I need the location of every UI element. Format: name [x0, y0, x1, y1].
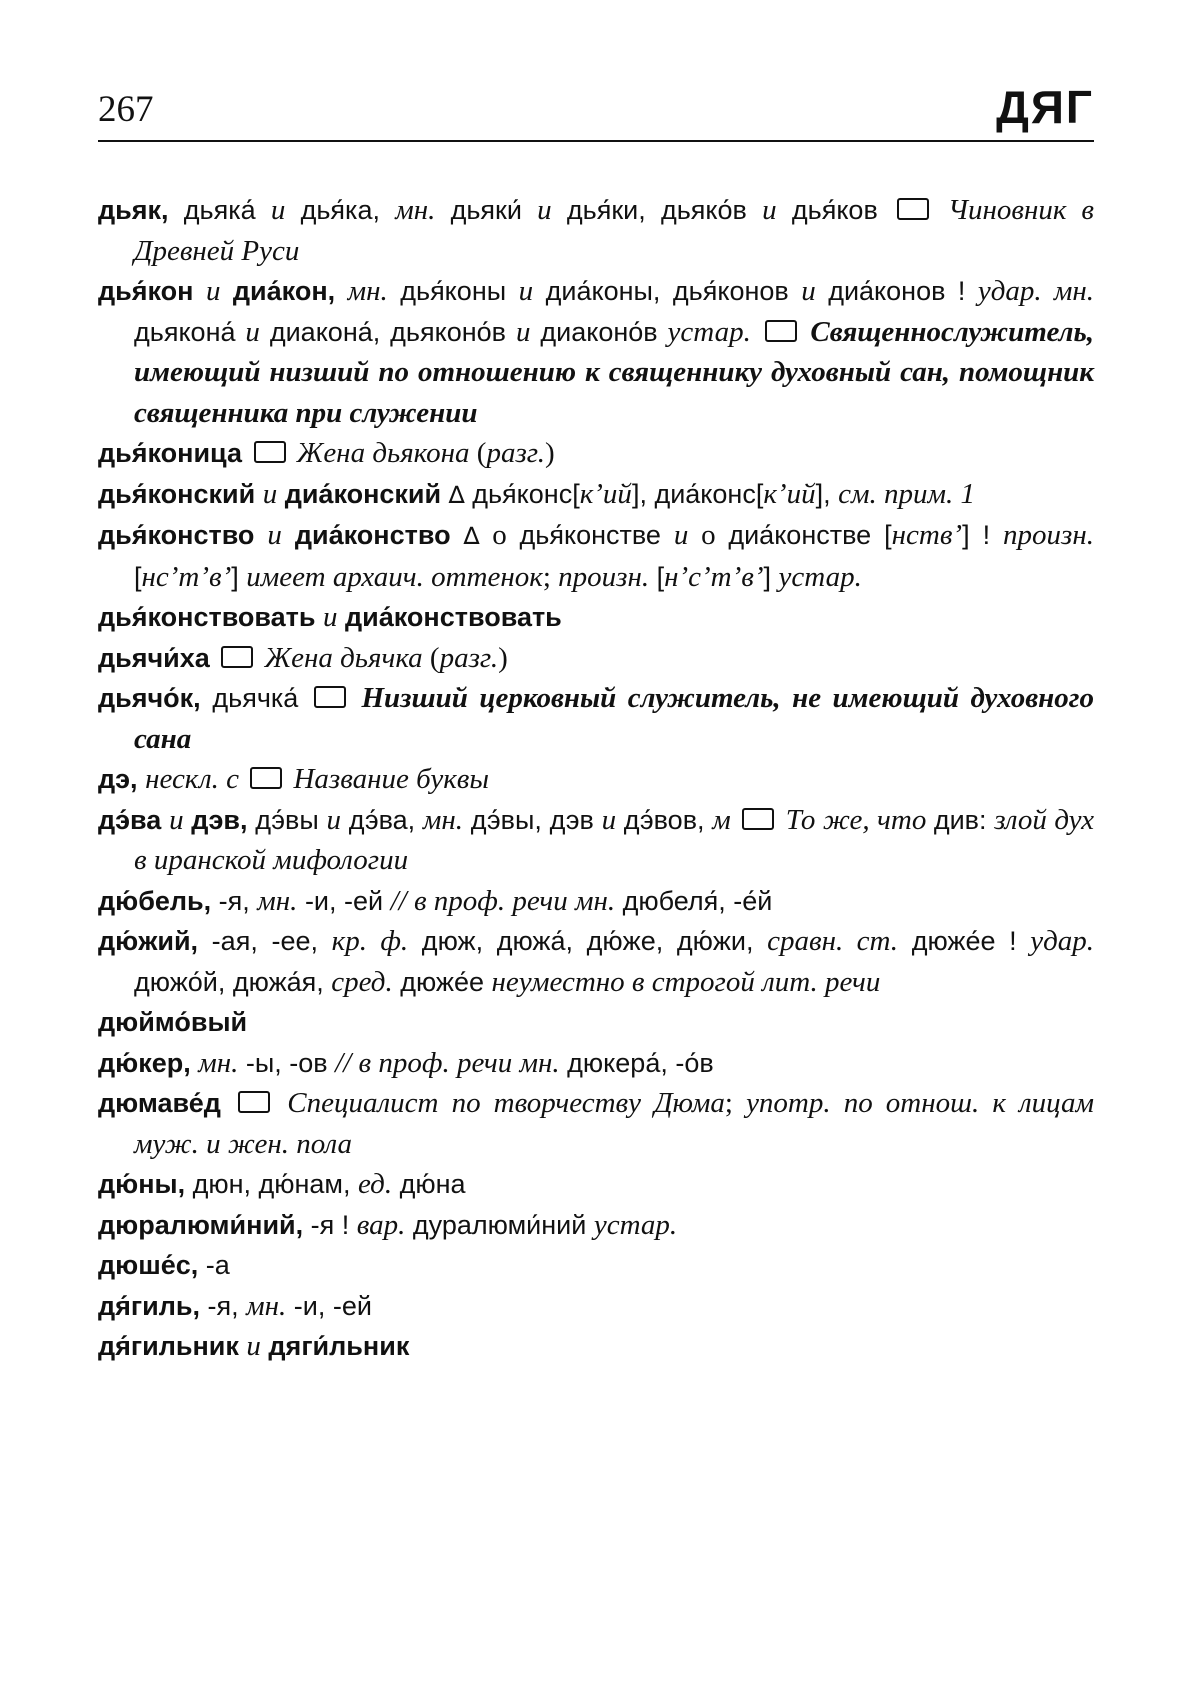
label-italic: произн. [558, 560, 650, 593]
entry-text: ; [542, 560, 559, 593]
dictionary-entry [98, 800, 1094, 881]
dictionary-entry [98, 515, 1094, 597]
headword: дяги́льник [260, 1331, 410, 1361]
word-form: -ая, -ее, [198, 926, 332, 956]
dictionary-entry [98, 1205, 1094, 1246]
word-form: -ы, -ов [238, 1047, 336, 1078]
word-form: дэ́вы [247, 804, 327, 835]
label-italic: сред. [331, 965, 393, 998]
label-italic: Чиновник в Древней Руси [134, 194, 1094, 267]
label-italic: разг. [486, 437, 545, 469]
word-form: диакона́, дьяконо́в [259, 316, 516, 347]
label-italic: и [270, 194, 286, 226]
word-form: дьяка́ [168, 195, 271, 225]
word-form: [ [134, 561, 142, 592]
headword: дэв, [183, 804, 248, 835]
headword: диа́конствовать [337, 602, 562, 632]
word-form: -я, [200, 1290, 247, 1321]
entry-list [98, 190, 1094, 1367]
label-italic: и [518, 275, 534, 307]
headword: диа́конство [281, 520, 464, 550]
label-italic: и [326, 803, 342, 836]
word-form: ], диа́конс[ [631, 478, 764, 509]
label-italic: и [262, 477, 278, 510]
word-form: диаконо́в [530, 316, 668, 347]
label-italic: Название буквы [286, 763, 490, 795]
label-italic: Жена дьякона [289, 437, 477, 469]
word-form [751, 317, 761, 347]
dictionary-entry [98, 433, 1094, 474]
word-form: диа́коны, дья́конов [533, 276, 802, 306]
headword: дья́кон [98, 276, 206, 306]
label-italic: и [267, 519, 282, 551]
entry-text [239, 763, 246, 795]
word-form: дюжо́й, дюжа́я, [134, 966, 332, 997]
dictionary-entry [98, 271, 1094, 433]
label-italic: и [801, 275, 816, 307]
entry-text: ) [544, 437, 555, 469]
label-italic: устар. [593, 1208, 678, 1241]
label-italic: мн. [198, 1046, 239, 1079]
word-form: ] [763, 561, 779, 592]
label-italic: нʼсʼтʼвʼ [664, 560, 764, 593]
entry-text [731, 804, 739, 836]
label-italic: см. прим. 1 [838, 477, 975, 510]
definition-box-icon [238, 1091, 270, 1113]
word-form: дюн, дю́нам, [185, 1169, 358, 1199]
word-form: дья́ков [776, 195, 894, 225]
label-italic: и [169, 803, 184, 836]
word-form: дюже́е ! [898, 926, 1031, 956]
label-italic: мн. [257, 884, 298, 917]
label-italic: удар. мн. [977, 275, 1095, 307]
headword: диа́конский [277, 478, 449, 509]
definition-text: Священнослужитель, имеющий низший по отношению к священнику духовный сан, помощник священника при служении [134, 315, 1094, 429]
label-italic: и [205, 275, 221, 307]
headword: дья́конство [98, 520, 268, 550]
definition-text: Низший церковный служитель, не имеющий духовного сана [134, 682, 1094, 755]
dictionary-entry [98, 1245, 1094, 1286]
dictionary-entry [98, 1286, 1094, 1327]
label-italic: нескл. с [145, 763, 239, 795]
label-italic: нсʼтʼвʼ [141, 560, 232, 593]
label-italic: и [673, 519, 689, 551]
label-italic: мн. [395, 194, 436, 226]
word-form: ] [231, 561, 247, 592]
word-form: ], [815, 478, 839, 509]
entry-text: о [688, 519, 729, 551]
word-form: диа́констве [ [728, 520, 892, 550]
triangle-icon: ∆ [463, 522, 480, 550]
entry-text: о [479, 519, 520, 551]
dictionary-entry [98, 759, 1094, 800]
dictionary-entry [98, 1002, 1094, 1043]
definition-box-icon [765, 320, 797, 342]
label-italic: Жена дьячка [257, 641, 430, 674]
label-italic: кʼий [579, 477, 632, 510]
label-italic: злой дух в иранской мифологии [134, 803, 1094, 876]
headword: дя́гиль, [98, 1290, 200, 1321]
word-form: дьячка́ [200, 683, 311, 713]
definition-box-icon [221, 646, 253, 668]
word-form: дю́на [392, 1169, 466, 1199]
headword: дюмаве́д [98, 1088, 235, 1118]
label-italic: и [762, 194, 777, 226]
headword: дю́жий, [98, 926, 199, 956]
definition-box-icon [254, 441, 286, 463]
definition-box-icon [314, 686, 346, 708]
word-form: -я ! [303, 1209, 357, 1240]
label-italic: имеет архаич. оттенок [246, 560, 543, 593]
label-italic: кр. ф. [331, 925, 409, 957]
definition-box-icon [250, 767, 282, 789]
word-form: -а [198, 1250, 230, 1280]
headword: дьячи́ха [98, 642, 218, 673]
dictionary-entry [98, 474, 1094, 516]
label-italic: устар. [667, 315, 751, 348]
label-italic: Специалист по творчеству Дюма [274, 1087, 725, 1119]
word-form: дюбеля́, -е́й [615, 885, 773, 916]
dictionary-entry [98, 921, 1094, 1002]
dictionary-entry [98, 1326, 1094, 1367]
headword: дю́бель, [98, 885, 212, 916]
word-form: дья́констве [519, 520, 674, 550]
label-italic: и [537, 194, 552, 226]
headword: дя́гильник [98, 1331, 247, 1361]
entry-text: ( [476, 437, 487, 469]
word-form: дюж, дюжа́, дю́же, дю́жи, [408, 926, 768, 956]
word-form: дьяки́ [435, 195, 538, 225]
label-italic: кʼий [763, 477, 816, 510]
dictionary-entry [98, 190, 1094, 271]
headword: дьяк, [98, 195, 169, 225]
word-form: [ [649, 561, 665, 592]
label-italic: и [515, 315, 531, 348]
word-form: дья́ки, дьяко́в [551, 195, 763, 225]
dictionary-entry [98, 1164, 1094, 1205]
word-form: див: [933, 804, 995, 835]
dictionary-entry [98, 597, 1094, 638]
headword: дюймо́вый [98, 1007, 248, 1037]
label-italic: м [712, 803, 731, 836]
headword: дюралюми́ний, [98, 1209, 304, 1240]
entry-text: ) [498, 641, 508, 674]
headword: дюше́с, [98, 1250, 199, 1280]
label-italic: разг. [439, 641, 499, 674]
page-header [98, 78, 1094, 142]
label-italic: мн. [422, 803, 464, 836]
label-italic: // в проф. речи мн. [390, 884, 616, 917]
headword: дю́ны, [98, 1169, 186, 1199]
headword: дья́конствовать [98, 602, 324, 632]
word-form: -я, [211, 885, 258, 916]
word-form: дуралюми́ний [405, 1209, 594, 1240]
word-form: ] ! [962, 520, 1004, 550]
label-italic: ед. [358, 1168, 393, 1200]
word-form: дюкера́, -о́в [559, 1047, 714, 1078]
word-form: дья́коны [387, 276, 519, 306]
label-italic: произн. [1003, 519, 1094, 551]
page-number: 267 [98, 89, 154, 130]
headword: дю́кер, [98, 1047, 199, 1078]
label-italic: устар. [778, 560, 862, 593]
headword: дья́конский [98, 478, 263, 509]
label-italic: сравн. ст. [767, 925, 899, 957]
headword: дэ, [98, 764, 146, 794]
headword: дэ́ва [98, 804, 170, 835]
headword: дьячо́к, [98, 683, 201, 713]
dictionary-entry [98, 881, 1094, 922]
entry-text: ; [724, 1087, 747, 1119]
dictionary-entry [98, 638, 1094, 679]
label-italic: и [601, 803, 617, 836]
label-italic: и [245, 315, 260, 348]
label-italic: вар. [356, 1208, 406, 1241]
guide-word: ДЯГ [996, 81, 1094, 133]
word-form: диа́конов ! [815, 276, 978, 306]
dictionary-entry [98, 1083, 1094, 1164]
label-italic: и [246, 1330, 261, 1362]
label-italic: неуместно в строгой лит. речи [491, 965, 881, 998]
word-form: дьякона́ [134, 316, 246, 347]
word-form: дья́конс[ [464, 478, 580, 509]
label-italic: нствʼ [891, 519, 963, 551]
triangle-icon: ∆ [448, 480, 465, 509]
word-form: дюже́е [392, 966, 492, 997]
word-form: дэ́ва, [341, 804, 423, 835]
dictionary-entry [98, 678, 1094, 759]
label-italic: мн. [347, 275, 388, 307]
label-italic: употр. по отнош. к лицам муж. и жен. пола [134, 1087, 1095, 1160]
entry-text: ( [429, 641, 440, 674]
definition-box-icon [897, 198, 929, 220]
headword: диа́кон, [220, 276, 348, 306]
word-form: дья́ка, [285, 195, 396, 225]
label-italic: удар. [1030, 925, 1094, 957]
label-italic: // в проф. речи мн. [335, 1046, 560, 1079]
headword: дья́коница [98, 438, 250, 468]
word-form: -и, -ей [286, 1290, 372, 1321]
label-italic: и [323, 601, 338, 633]
word-form: дэ́вов, [616, 804, 713, 835]
label-italic: мн. [246, 1289, 287, 1322]
word-form: дэ́вы, дэв [463, 804, 602, 835]
label-italic: То же, что [778, 803, 934, 836]
word-form: -и, -ей [297, 885, 391, 916]
dictionary-entry [98, 1043, 1094, 1084]
definition-box-icon [742, 808, 774, 830]
